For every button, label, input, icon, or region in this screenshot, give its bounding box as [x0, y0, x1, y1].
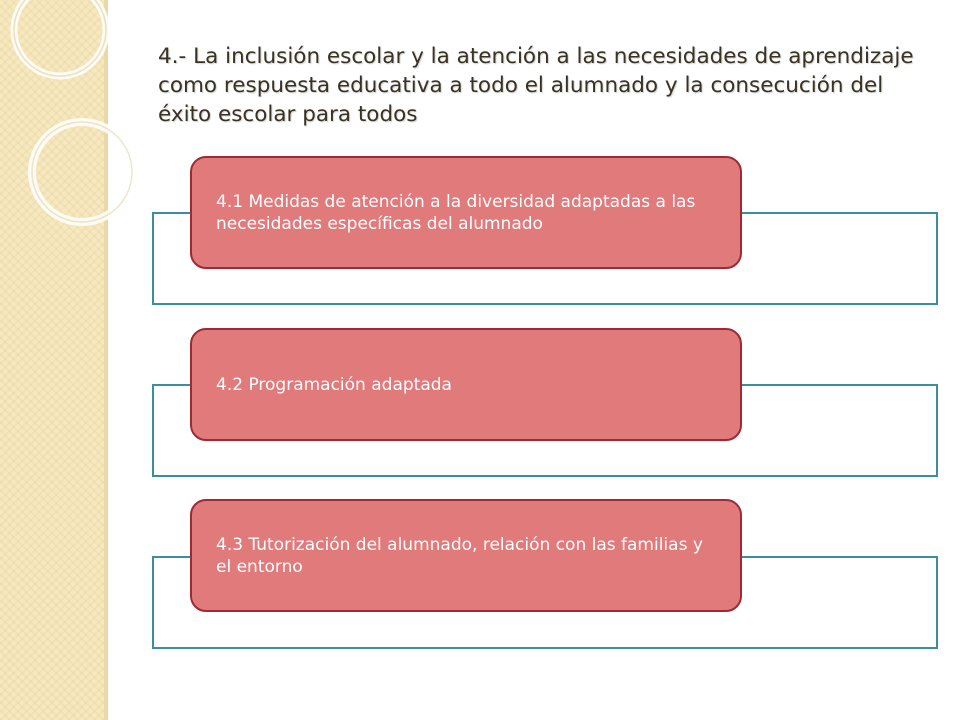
item-label-box	[190, 499, 742, 612]
item-label: 4.3 Tutorización del alumnado, relación con las familias y el entorno	[216, 534, 703, 577]
decorative-rings	[0, 0, 160, 260]
slide-title: 4.- La inclusión escolar y la atención a las necesidades de aprendizaje como respuesta educativa a todo el alumnado y la consecución del éxito escolar para todos	[158, 44, 914, 127]
item-label-box	[190, 328, 742, 441]
item-label-box	[190, 156, 742, 269]
item-label: 4.1 Medidas de atención a la diversidad adaptadas a las necesidades específicas del alumnado	[216, 191, 696, 234]
item-label: 4.2 Programación adaptada	[216, 374, 452, 395]
